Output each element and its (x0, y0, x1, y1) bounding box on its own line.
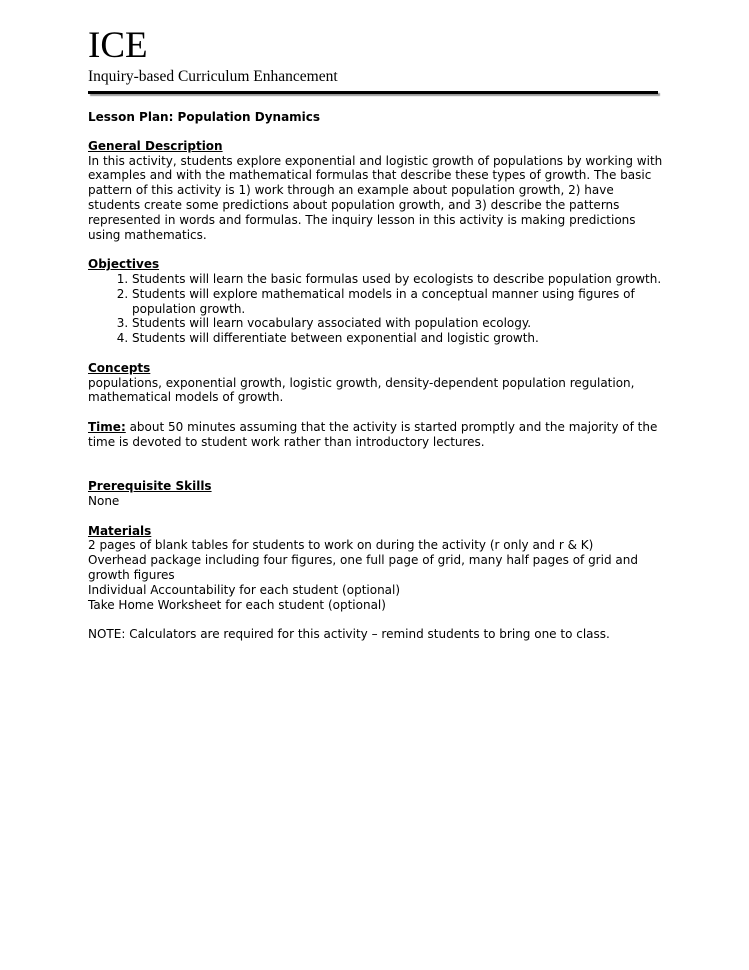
ice-logo: ICE (88, 25, 148, 66)
objective-item: 3. Students will learn vocabulary associated with population ecology. (132, 316, 663, 331)
materials-item: Overhead package including four figures, one full page of grid, many half pages of grid and growth figures (88, 553, 638, 582)
note-section (88, 627, 663, 642)
objective-item: 2. Students will explore mathematical models in a conceptual manner using figures of population growth. (132, 287, 663, 317)
time-text: about 50 minutes assuming that the activity is started promptly and the majority of the time is devoted to student work rather than introductory lectures. (88, 419, 658, 449)
lesson-title: Lesson Plan: Population Dynamics (88, 110, 321, 124)
general-description-text: In this activity, students explore exponential and logistic growth of populations by working with examples and with the mathematical formulas that describe these types of growth. The basic pattern of this activity is 1) work through an example about population growth, 2) have students create some predictions about population growth, and 3) describe the patterns represented in words and formulas. The inquiry lesson in this activity is making predictions using mathematics. (88, 153, 663, 242)
materials-heading: Materials (88, 523, 152, 538)
note-text: NOTE: Calculators are required for this activity – remind students to bring one to class. (88, 627, 610, 642)
prerequisite-text: None (88, 493, 120, 508)
objectives-section (88, 257, 663, 346)
objectives-heading: Objectives (88, 257, 160, 272)
materials-item: Take Home Worksheet for each student (optional) (88, 597, 386, 612)
materials-item: Individual Accountability for each student (optional) (88, 582, 401, 597)
time-section (88, 420, 663, 450)
ice-subtitle: Inquiry-based Curriculum Enhancement (88, 68, 338, 85)
document-page (88, 25, 668, 642)
time-heading: Time: (88, 419, 126, 434)
concepts-heading: Concepts (88, 360, 151, 375)
objective-item: 4. Students will differentiate between exponential and logistic growth. (132, 331, 663, 346)
prerequisite-heading: Prerequisite Skills (88, 479, 212, 494)
concepts-section (88, 361, 663, 405)
concepts-text: populations, exponential growth, logistic growth, density-dependent population regulation, mathematical models of growth. (88, 375, 635, 405)
time-paragraph (88, 420, 663, 450)
document-body (88, 110, 663, 657)
objectives-list (88, 272, 663, 346)
general-description-section (88, 139, 663, 243)
header-rule (88, 91, 658, 94)
objective-item: 1. Students will learn the basic formulas used by ecologists to describe population growth. (132, 272, 663, 287)
general-description-heading: General Description (88, 138, 223, 153)
materials-item: 2 pages of blank tables for students to work on during the activity (r only and r & K) (88, 538, 594, 553)
spacer (88, 464, 663, 479)
materials-section (88, 524, 663, 613)
prerequisite-section (88, 479, 663, 509)
